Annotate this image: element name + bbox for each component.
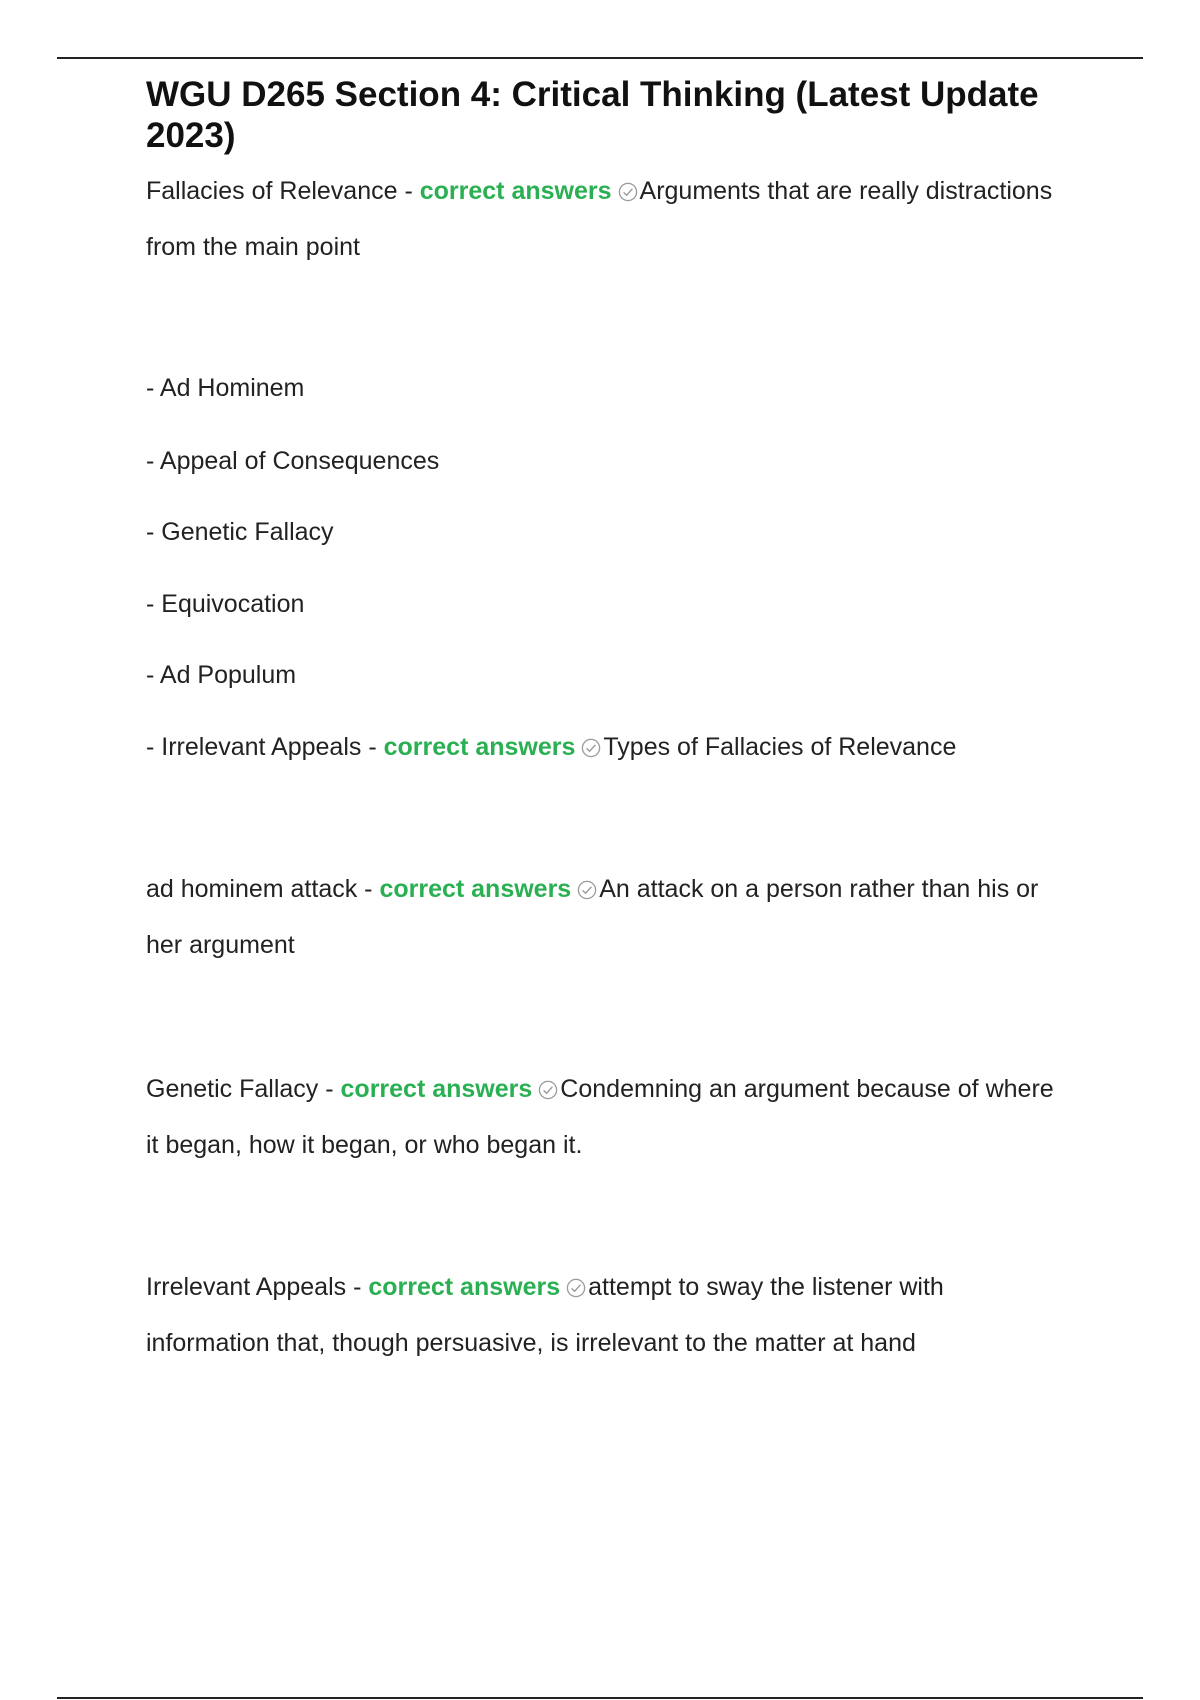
entry-definition: An attack on a person rather than his or her argument bbox=[146, 875, 1039, 959]
list-item: - Appeal of Consequences bbox=[146, 447, 440, 475]
list-item: - Genetic Fallacy bbox=[146, 518, 334, 546]
list-item: - Ad Hominem bbox=[146, 374, 305, 402]
entry-ad-hominem bbox=[146, 861, 1066, 973]
page-title: WGU D265 Section 4: Critical Thinking (Latest Update 2023) bbox=[146, 75, 1039, 155]
entry-term: - Irrelevant Appeals - bbox=[146, 733, 384, 761]
check-circle-icon bbox=[566, 1278, 586, 1298]
check-circle-icon bbox=[538, 1080, 558, 1100]
entry-term: Fallacies of Relevance - bbox=[146, 177, 420, 205]
check-circle-icon bbox=[581, 738, 601, 758]
answer-tag: correct answers bbox=[419, 177, 612, 205]
check-circle-icon bbox=[577, 880, 597, 900]
entry-irrelevant-appeals-list bbox=[146, 727, 1086, 767]
entry-definition: Arguments that are really distractions from the main point bbox=[146, 177, 1053, 261]
answer-tag: correct answers bbox=[368, 1273, 561, 1301]
entry-definition: Types of Fallacies of Relevance bbox=[603, 733, 957, 761]
answer-tag: correct answers bbox=[379, 875, 572, 903]
entry-fallacies-of-relevance bbox=[146, 163, 1066, 275]
top-rule bbox=[57, 57, 1143, 59]
answer-tag: correct answers bbox=[340, 1075, 533, 1103]
list-item: - Equivocation bbox=[146, 590, 305, 618]
check-circle-icon bbox=[618, 182, 638, 202]
bottom-rule bbox=[57, 1697, 1143, 1699]
entry-definition: attempt to sway the listener with information that, though persuasive, is irrelevant to the matter at hand bbox=[146, 1273, 944, 1357]
list-item: - Ad Populum bbox=[146, 661, 297, 689]
answer-tag: correct answers bbox=[383, 733, 576, 761]
entry-term: Genetic Fallacy - bbox=[146, 1075, 341, 1103]
entry-irrelevant-appeals bbox=[146, 1259, 1066, 1371]
entry-term: Irrelevant Appeals - bbox=[146, 1273, 369, 1301]
entry-definition: Condemning an argument because of where it began, how it began, or who began it. bbox=[146, 1075, 1054, 1159]
entry-term: ad hominem attack - bbox=[146, 875, 380, 903]
entry-genetic-fallacy bbox=[146, 1061, 1066, 1173]
